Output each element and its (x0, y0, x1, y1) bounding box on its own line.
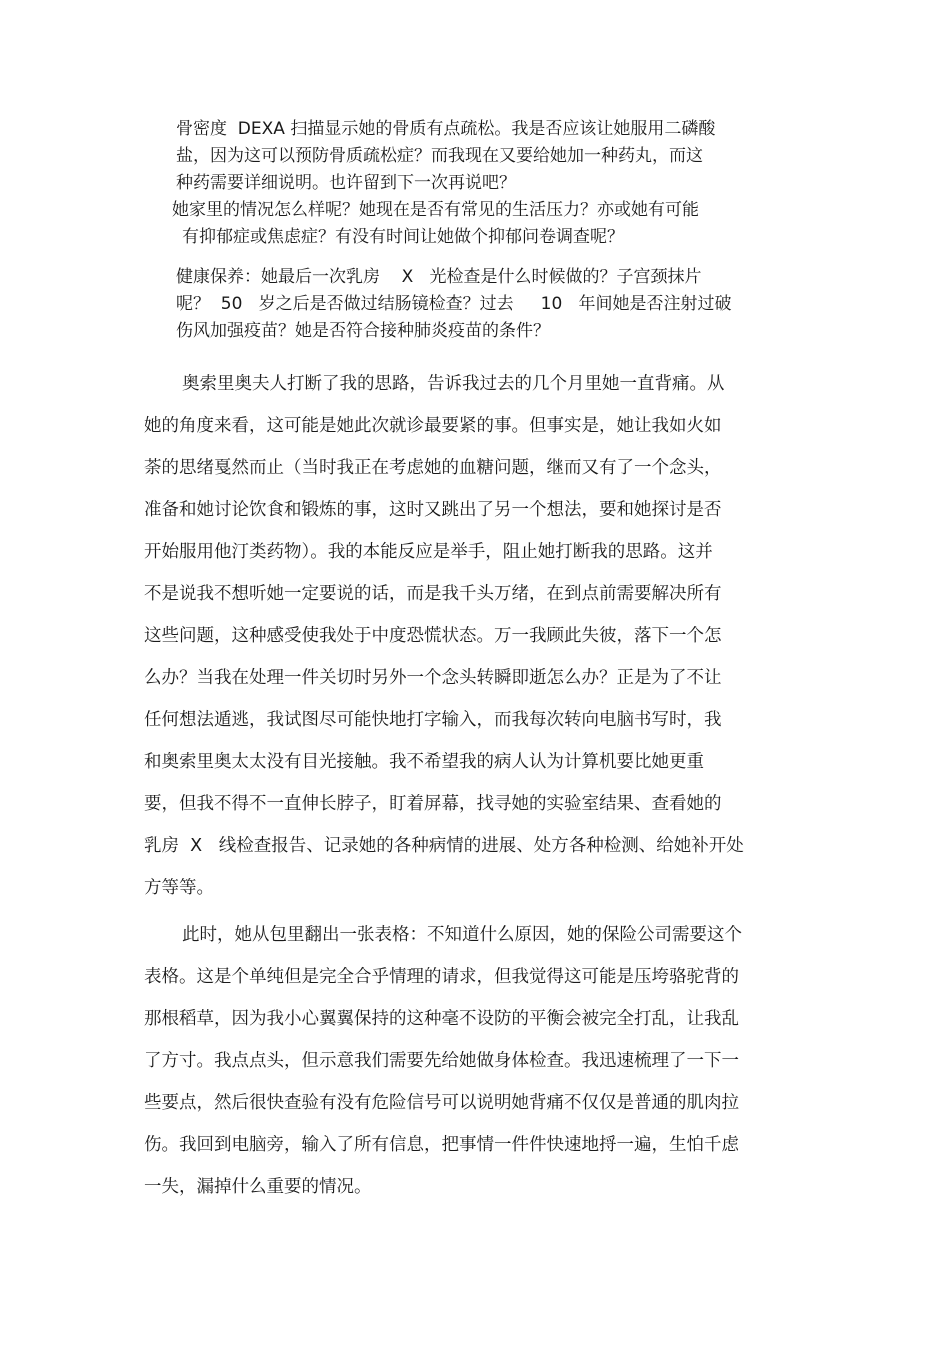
quote-para1-line-3: 种药需要详细说明。也许留到下一次再说吧？ (176, 173, 516, 193)
body-para1-line-6: 不是说我不想听她一定要说的话，而是我千头万绪，在到点前需要解决所有 (144, 584, 722, 604)
body-para1-line-1: 奥索里奥夫人打断了我的思路，告诉我过去的几个月里她一直背痛。从 (182, 374, 725, 394)
body-para1-line-11: 要，但我不得不一直伸长脖子，盯着屏幕，找寻她的实验室结果、查看她的 (144, 794, 722, 814)
body-para1-line-3: 荼的思绪戛然而止（当时我正在考虑她的血糖问题，继而又有了一个念头， (144, 458, 722, 478)
body-para2-line-1: 此时，她从包里翻出一张表格：不知道什么原因，她的保险公司需要这个 (182, 925, 742, 945)
quote-para3-line-3: 伤风加强疫苗？她是否符合接种肺炎疫苗的条件？ (176, 321, 550, 341)
body-para1-line-4: 准备和她讨论饮食和锻炼的事，这时又跳出了另一个想法，要和她探讨是否 (144, 500, 722, 520)
body-para1-line-13: 方等等。 (144, 878, 214, 898)
body-para1-line-7: 这些问题，这种感受使我处于中度恐慌状态。万一我顾此失彼，落下一个怎 (144, 626, 722, 646)
quote-para1-line-1: 骨密度 DEXA 扫描显示她的骨质有点疏松。我是否应该让她服用二磷酸 (176, 119, 716, 139)
body-para2-line-3: 那根稻草，因为我小心翼翼保持的这种毫不设防的平衡会被完全打乱，让我乱 (144, 1009, 739, 1029)
body-para1-line-5: 开始服用他汀类药物）。我的本能反应是举手，阻止她打断我的思路。这并 (144, 542, 713, 562)
body-para2-line-4: 了方寸。我点点头，但示意我们需要先给她做身体检查。我迅速梳理了一下一 (144, 1051, 739, 1071)
quote-para3-line-2: 呢？ 50 岁之后是否做过结肠镜检查？过去 10 年间她是否注射过破 (176, 294, 732, 314)
body-para2-line-2: 表格。这是个单纯但是完全合乎情理的请求，但我觉得这可能是压垮骆驼背的 (144, 967, 739, 987)
body-para1-line-10: 和奥索里奥太太没有目光接触。我不希望我的病人认为计算机要比她更重 (144, 752, 704, 772)
body-para2-line-5: 些要点，然后很快查验有没有危险信号可以说明她背痛不仅仅是普通的肌肉拉 (144, 1093, 739, 1113)
body-para1-line-9: 任何想法遁逃，我试图尽可能快地打字输入，而我每次转向电脑书写时，我 (144, 710, 722, 730)
quote-para1-line-2: 盐，因为这可以预防骨质疏松症？而我现在又要给她加一种药丸，而这 (176, 146, 703, 166)
body-para1-line-12: 乳房 X 线检查报告、记录她的各种病情的进展、处方各种检测、给她补开处 (144, 836, 744, 856)
body-para1-line-2: 她的角度来看，这可能是她此次就诊最要紧的事。但事实是，她让我如火如 (144, 416, 722, 436)
body-para2-line-6: 伤。我回到电脑旁，输入了所有信息，把事情一件件快速地捋一遍，生怕千虑 (144, 1135, 739, 1155)
body-para2-line-7: 一失，漏掉什么重要的情况。 (144, 1177, 372, 1197)
body-para1-line-8: 么办？当我在处理一件关切时另外一个念头转瞬即逝怎么办？正是为了不让 (144, 668, 722, 688)
quote-para3-line-1: 健康保养：她最后一次乳房 X 光检查是什么时候做的？子宫颈抹片 (176, 267, 702, 287)
quote-para2-line-2: 有抑郁症或焦虑症？有没有时间让她做个抑郁问卷调查呢？ (182, 227, 624, 247)
quote-para2-line-1: 她家里的情况怎么样呢？她现在是否有常见的生活压力？亦或她有可能 (172, 200, 699, 220)
